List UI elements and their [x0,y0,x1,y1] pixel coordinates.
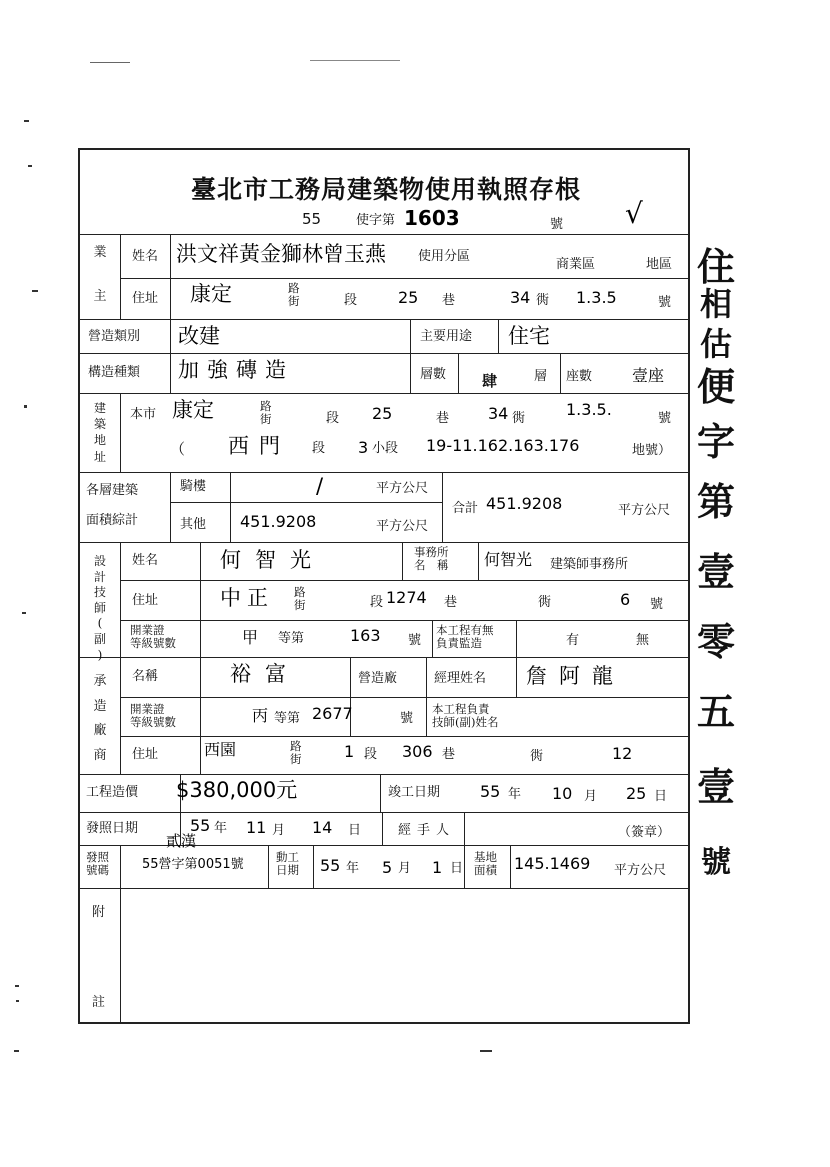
contractor-name-value: 裕富 [230,662,300,686]
rule [458,353,459,393]
rule [200,542,201,774]
architect-lane-value: 1274 [386,588,427,607]
owner-addr-label: 住址 [132,291,159,306]
issue-year: 55 [190,816,211,835]
cost-label: 工程造價 [86,785,139,800]
owner-road-label: 路街 [288,281,300,309]
start-day: 1 [432,858,443,877]
rule [410,319,411,393]
owner-alley-value: 34 [510,288,531,307]
contractor-grade-value: 丙 [252,706,269,725]
side-stamp-char: 第 [696,480,735,524]
office-suffix: 建築師事務所 [550,557,629,572]
start-month: 5 [382,858,393,877]
structure-value: 加強磚造 [178,358,294,382]
zone-value: 商業區 [556,257,596,272]
use-value: 住宅 [508,324,550,348]
side-stamp-char: 壹 [696,765,735,809]
rule [516,657,517,697]
architect-no-value: 6 [620,590,631,609]
floors-label: 層數 [420,367,447,382]
rule [350,657,351,736]
sign-label: （簽章） [618,825,671,840]
contractor-addr-label: 住址 [132,747,159,762]
site-alley-label: 衖 [512,411,526,426]
scan-line [90,62,130,63]
done-year-label: 年 [508,787,522,802]
land-sub-value: 3 [358,438,369,457]
contractor-lane-label: 巷 [442,747,456,762]
land-district: 西門 [228,434,290,458]
count-value: 壹座 [632,366,665,385]
rule [120,736,688,737]
architect-license-label: 開業證 等級號數 [130,623,176,651]
rule [510,845,511,888]
start-year: 55 [320,856,341,875]
owner-road-value: 康定 [190,282,232,306]
rule [432,620,433,657]
rule [80,657,688,658]
rule [80,774,688,775]
site-no-label: 號 [658,411,672,426]
engineer-label: 本工程負責 技師(副)姓名 [432,702,499,730]
architect-addr-label: 住址 [132,593,159,608]
rule [380,774,381,812]
rule [80,319,688,320]
contractor-alley-label: 衖 [530,749,544,764]
site-road-label: 路街 [260,399,272,427]
arcade-value: / [316,474,324,498]
form-title: 臺北市工務局建築物使用執照存根 [190,175,581,204]
permit-number-label: 發照 號碼 [86,850,109,878]
site-label: 建 築 地 址 [93,401,106,464]
rule [382,812,383,845]
count-label: 座數 [566,369,593,384]
rule [170,234,171,319]
build-type-value: 改建 [178,324,220,348]
rule [120,393,121,472]
zone-suffix: 地區 [646,257,673,272]
scan-speck [480,1050,492,1052]
issue-label: 發照日期 [86,821,139,836]
remarks-label-top: 附 [92,905,106,920]
site-city-label: 本市 [130,407,157,422]
site-no-value: 1.3.5. [566,400,612,419]
area-label-top: 各層建築 [86,483,139,498]
done-label: 竣工日期 [388,785,441,800]
issue-day: 14 [312,818,333,837]
arcade-unit: 平方公尺 [376,481,429,496]
rule [170,472,171,542]
arcade-label: 騎樓 [180,479,207,494]
office-value: 何智光 [484,550,533,569]
side-stamp-char: 零 [696,620,735,664]
rule [80,472,688,473]
land-close: 地號） [632,443,672,458]
architect-no-label: 號 [650,597,664,612]
supervise-label: 本工程有無 負責監造 [436,623,494,651]
total-unit: 平方公尺 [618,503,671,518]
rule [80,353,688,354]
rule [313,845,314,888]
structure-label: 構造種類 [88,365,141,380]
rule [80,542,688,543]
scan-speck [24,405,27,408]
total-label: 合計 [452,501,479,516]
architect-road-label: 路街 [294,585,306,613]
architect-alley-label: 衖 [538,595,552,610]
done-year: 55 [480,782,501,801]
side-stamp-char: 號 [701,845,731,880]
contractor-no-value: 12 [612,744,633,763]
scan-speck [15,985,19,987]
contractor-name-label: 名稱 [132,669,159,684]
land-seg-label: 段 [312,441,326,456]
office-label: 事務所 名 稱 [414,545,449,573]
rule [120,542,121,774]
scan-speck [28,165,32,167]
done-day-label: 日 [654,789,668,804]
side-stamp-char: 估 [699,325,732,363]
base-label: 基地 面積 [474,850,497,878]
scan-line [310,60,400,61]
owner-no-label: 號 [658,295,672,310]
owner-alley-label: 衖 [536,293,550,308]
rule [560,353,561,393]
rule [120,845,121,888]
architect-seg-label: 段 [370,595,384,610]
zone-label: 使用分區 [418,249,471,264]
owner-lane-value: 25 [398,288,419,307]
issue-day-label: 日 [348,823,362,838]
floors-unit: 層 [534,369,548,384]
owner-seg-label: 段 [344,293,358,308]
issue-month: 11 [246,818,267,837]
architect-name-value: 何智光 [220,548,325,572]
rule [478,542,479,580]
rule [442,472,443,542]
architect-name-label: 姓名 [132,553,159,568]
rule [170,502,442,503]
contractor-license-suffix: 號 [400,711,414,726]
build-type-label: 營造類別 [88,329,141,344]
other-unit: 平方公尺 [376,519,429,534]
supervise-none: 無 [636,633,650,648]
contractor-grade-label: 等第 [274,711,301,726]
start-day-label: 日 [450,861,464,876]
rule [230,472,231,542]
land-sub-label: 小段 [372,441,399,456]
permit-number: 1603 [404,206,460,230]
owner-name-label: 姓名 [132,249,159,264]
cost-value: $380,000元 [176,778,298,802]
site-lane-value: 25 [372,404,393,423]
permit-number-value: 55營字第0051號 [142,857,244,872]
owner-label-top: 業 [93,245,107,260]
base-value: 145.1469 [514,854,591,873]
side-stamp-char: 住 [696,245,735,289]
land-lots: 19-11.162.163.176 [426,436,580,455]
contractor-label: 承 造 廠 商 [93,674,107,764]
start-year-label: 年 [346,861,360,876]
done-month: 10 [552,784,573,803]
rule [80,234,688,235]
rule [120,234,121,319]
land-open: （ [170,440,186,458]
site-lane-label: 巷 [436,411,450,426]
contractor-license-label: 開業證 等級號數 [130,702,176,730]
start-label: 動工 日期 [276,850,299,878]
architect-lane-label: 巷 [444,595,458,610]
rule [498,319,499,353]
rule [464,812,465,845]
architect-road-value: 中正 [220,586,274,610]
rule [80,812,688,813]
contractor-road-value: 西園 [204,740,237,759]
rule [516,620,517,657]
scan-speck [32,290,38,292]
contractor-seg-label: 段 [364,747,378,762]
site-road-value: 康定 [172,398,214,422]
contractor-license-no: 2677 [312,704,353,723]
scan-speck [22,612,26,614]
rule [170,319,171,393]
rule [80,393,688,394]
total-value: 451.9208 [486,494,563,513]
manager-label: 經理姓名 [434,671,487,686]
permit-stub-form [78,148,690,1024]
scan-speck [16,1000,19,1002]
permit-suffix: 號 [550,217,564,232]
architect-license-suffix: 號 [408,633,422,648]
side-stamp-char: 相 [699,285,732,323]
check-mark: √ [625,197,643,230]
use-label: 主要用途 [420,329,473,344]
side-stamp [688,245,748,888]
base-unit: 平方公尺 [614,863,667,878]
owner-lane-label: 巷 [442,293,456,308]
contractor-road-label: 路街 [290,739,302,767]
floors-value: 肆 [482,372,498,390]
owner-no-value: 1.3.5 [576,288,617,307]
scan-speck [24,120,29,122]
rule [268,845,269,888]
architect-license-no: 163 [350,626,381,645]
architect-grade-label: 等第 [278,631,305,646]
issue-year-label: 年 [214,821,228,836]
contractor-name-suffix: 營造廠 [358,671,398,686]
side-stamp-char: 便 [696,365,735,409]
start-month-label: 月 [398,861,412,876]
rule [120,620,688,621]
rule [120,278,688,279]
remarks-label-bottom: 註 [92,995,106,1010]
permit-handwritten: 貳漢 [166,832,197,850]
rule [120,888,121,1022]
permit-prefix: 使字第 [356,213,396,228]
rule [120,697,688,698]
done-day: 25 [626,784,647,803]
scan-speck [14,1050,19,1052]
other-value: 451.9208 [240,512,317,531]
side-stamp-char: 字 [696,420,735,464]
side-stamp-char: 五 [696,690,735,734]
rule [120,580,688,581]
contractor-seg-value: 1 [344,742,355,761]
area-label-bottom: 面積綜計 [86,513,139,528]
site-seg-label: 段 [326,411,340,426]
owner-name-value: 洪文祥黃金獅林曾玉燕 [176,242,386,266]
rule [464,845,465,888]
handler-label: 經手人 [398,823,456,838]
architect-label: 設 計 技 師 ( 副 ) [93,554,106,662]
issue-month-label: 月 [272,823,286,838]
architect-grade-value: 甲 [242,628,259,647]
supervise-have: 有 [566,633,580,648]
rule [402,542,403,580]
site-alley-value: 34 [488,404,509,423]
contractor-lane-value: 306 [402,742,433,761]
other-label: 其他 [180,517,207,532]
rule [80,888,688,889]
permit-year: 55 [302,210,322,228]
done-month-label: 月 [584,789,598,804]
side-stamp-char: 壹 [696,550,735,594]
manager-value: 詹阿龍 [526,664,625,688]
rule [426,657,427,736]
owner-label-bottom: 主 [93,289,107,304]
